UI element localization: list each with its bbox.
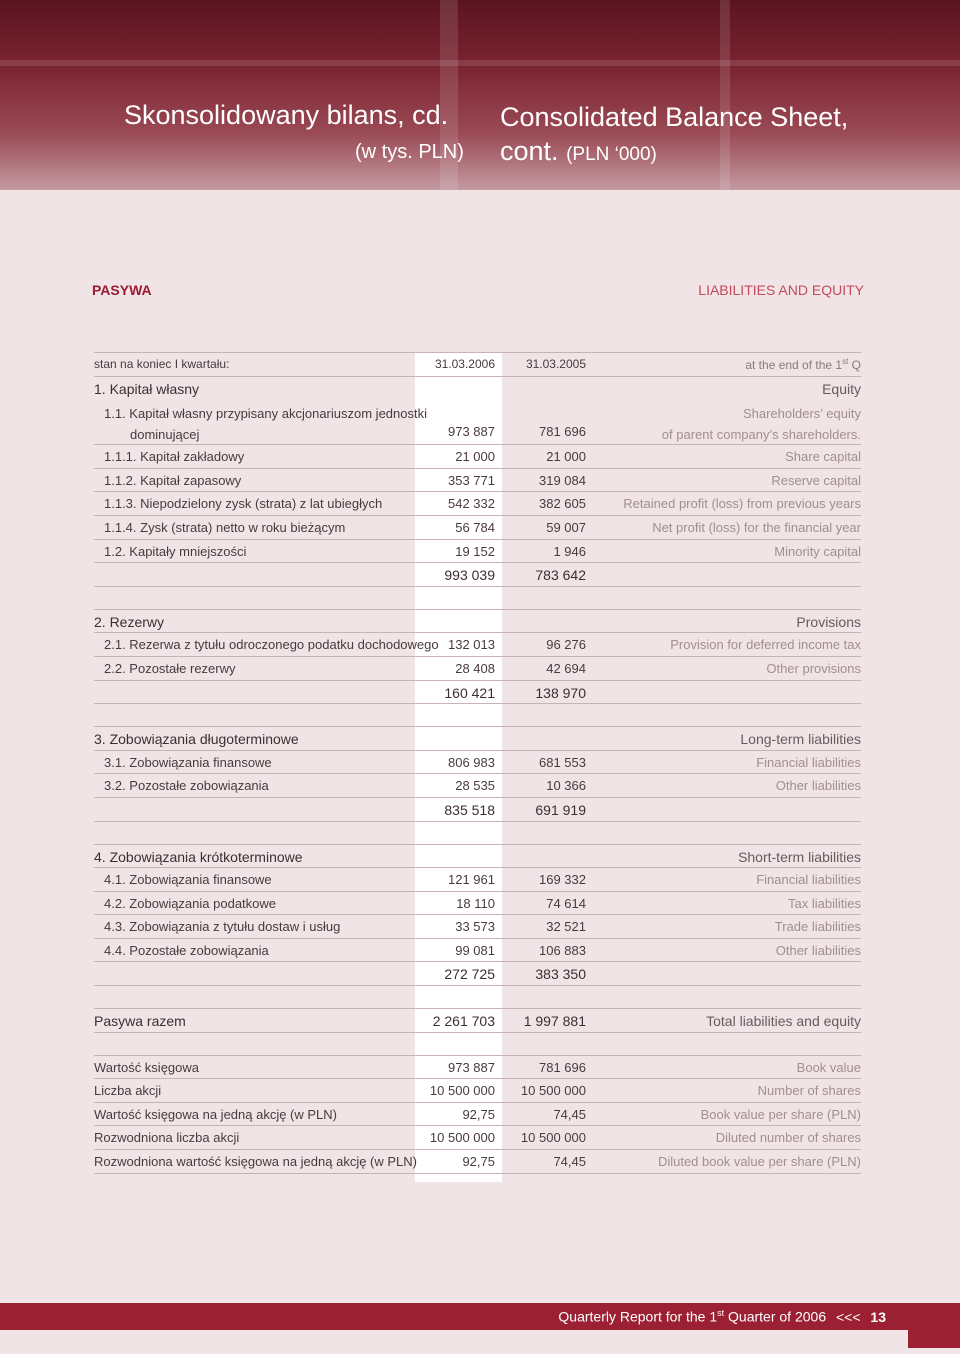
- value-2006: 542 332: [448, 496, 495, 512]
- row-label-pl-line2: dominującej: [130, 427, 200, 443]
- table-row: [94, 539, 861, 563]
- value-2006: 132 013: [448, 637, 495, 653]
- subtotal-2005: 138 970: [535, 684, 586, 701]
- row-label-en: Financial liabilities: [756, 754, 861, 770]
- table-row: [94, 750, 861, 774]
- row-label-pl: 4. Zobowiązania krótkoterminowe: [94, 848, 303, 865]
- header-en-suffix: Q: [848, 358, 861, 372]
- value-2006: 973 887: [448, 1059, 495, 1075]
- value-2005: 1 997 881: [523, 1013, 586, 1030]
- value-2005: 382 605: [539, 496, 586, 512]
- table-row: [94, 891, 861, 915]
- row-label-pl: 2.1. Rezerwa z tytułu odroczonego podatku dochodowego: [104, 637, 439, 653]
- table-row: [94, 376, 861, 400]
- table-row: [94, 867, 861, 891]
- footer-text: [558, 1308, 886, 1325]
- value-2005: 106 883: [539, 942, 586, 958]
- table-row: [94, 1102, 861, 1126]
- table-row: [94, 444, 861, 468]
- value-2006: 33 573: [455, 919, 495, 935]
- value-2006: 121 961: [448, 872, 495, 888]
- subtotal-2005: 691 919: [535, 801, 586, 818]
- row-label-en: Book value per share (PLN): [700, 1106, 861, 1122]
- row-label-pl: 1.1.3. Niepodzielony zysk (strata) z lat ubiegłych: [104, 496, 383, 512]
- subtotal-2005: 783 642: [535, 567, 586, 584]
- table-row: [94, 399, 861, 444]
- row-label-en-line1: Shareholders’ equity: [742, 406, 861, 422]
- value-2005: 319 084: [539, 472, 586, 488]
- value-2006: 18 110: [456, 895, 495, 911]
- header-en-prefix: at the end of the 1: [745, 358, 843, 372]
- footer-text-prefix: Quarterly Report for the 1: [558, 1308, 718, 1325]
- row-label-en: Provision for deferred income tax: [670, 637, 861, 653]
- header-col-2005: 31.03.2005: [525, 357, 586, 371]
- value-2006: 10 500 000: [429, 1083, 495, 1099]
- row-label-en: Share capital: [785, 449, 861, 465]
- subtotal-2006: 272 725: [444, 966, 495, 983]
- value-2006: 21 000: [455, 449, 495, 465]
- subtotal-row: [94, 961, 861, 985]
- section-title-pl: PASYWA: [92, 282, 152, 298]
- value-2006: 92,75: [462, 1154, 495, 1170]
- section-title-en: LIABILITIES AND EQUITY: [698, 282, 864, 298]
- row-spacer: [94, 821, 861, 844]
- value-2006: 353 771: [448, 472, 495, 488]
- header-label-en: [745, 357, 861, 372]
- subtotal-2006: 993 039: [444, 567, 495, 584]
- table-row: [94, 773, 861, 797]
- page-number: 13: [870, 1308, 886, 1325]
- row-label-pl: 4.4. Pozostałe zobowiązania: [104, 942, 269, 958]
- row-label-en: [662, 403, 861, 445]
- row-label-pl: 3.2. Pozostałe zobowiązania: [104, 778, 269, 794]
- row-label-pl: 3.1. Zobowiązania finansowe: [104, 754, 272, 770]
- value-2006: 28 408: [455, 660, 495, 676]
- footer-text-sup: st: [717, 1308, 725, 1318]
- row-label-en-line2: of parent company’s shareholders.: [661, 427, 861, 443]
- table-row: [94, 1125, 861, 1149]
- row-label-pl: Pasywa razem: [94, 1013, 186, 1030]
- value-2005: 10 500 000: [520, 1083, 586, 1099]
- subtotal-2006: 160 421: [444, 684, 495, 701]
- header-col-2006: 31.03.2006: [434, 357, 495, 371]
- value-2005: 21 000: [546, 449, 586, 465]
- row-label-pl: 4.3. Zobowiązania z tytułu dostaw i usług: [104, 919, 341, 935]
- value-2005: 10 500 000: [520, 1130, 586, 1146]
- row-label-pl: Wartość księgowa: [94, 1059, 199, 1075]
- row-label-pl: Wartość księgowa na jedną akcję (w PLN): [94, 1106, 338, 1122]
- value-2005: 781 696: [539, 424, 586, 440]
- value-2006: 19 152: [455, 543, 495, 559]
- table-row: [94, 656, 861, 680]
- table-row: [94, 491, 861, 515]
- table-row: [94, 726, 861, 750]
- footer-tab: [908, 1303, 960, 1348]
- row-label-en: Diluted book value per share (PLN): [657, 1154, 861, 1170]
- row-label-en: Long-term liabilities: [740, 731, 861, 748]
- page-title-en: [500, 100, 900, 172]
- row-label-pl: 1.1.1. Kapitał zakładowy: [104, 449, 245, 465]
- table-row: [94, 515, 861, 539]
- row-label-en: Equity: [822, 380, 861, 397]
- row-label-en: Other liabilities: [775, 778, 861, 794]
- row-label-en: Minority capital: [774, 543, 861, 559]
- row-spacer: [94, 985, 861, 1008]
- row-label-en: Number of shares: [757, 1083, 861, 1099]
- row-label-pl: 2.2. Pozostałe rezerwy: [104, 660, 236, 676]
- unit-label-pl: (w tys. PLN): [355, 141, 464, 163]
- value-2005: 781 696: [539, 1059, 586, 1075]
- row-label-pl: 1.1.4. Zysk (strata) netto w roku bieżącym: [104, 519, 346, 535]
- header-label-pl: stan na koniec I kwartału:: [94, 357, 230, 371]
- value-2006: 973 887: [448, 424, 495, 440]
- subtotal-row: [94, 562, 861, 586]
- value-2005: 32 521: [546, 919, 586, 935]
- row-label-en: Book value: [796, 1059, 861, 1075]
- value-2005: 10 366: [546, 778, 586, 794]
- row-label-pl: 1. Kapitał własny: [94, 380, 200, 397]
- footer-bar: [0, 1303, 908, 1330]
- value-2005: 1 946: [553, 543, 586, 559]
- table-row: [94, 938, 861, 962]
- row-label-en: Tax liabilities: [788, 895, 861, 911]
- value-2006: 28 535: [455, 778, 495, 794]
- footer-text-suffix: Quarter of 2006: [724, 1308, 827, 1325]
- table-row: [94, 844, 861, 868]
- row-label-en: Retained profit (loss) from previous years: [623, 496, 861, 512]
- row-label-pl: Liczba akcji: [94, 1083, 162, 1099]
- row-label-pl: 1.1.2. Kapitał zapasowy: [104, 472, 242, 488]
- row-label-pl: 1.2. Kapitały mniejszości: [104, 543, 247, 559]
- grand-total-row: [94, 1008, 861, 1032]
- table-row: [94, 632, 861, 656]
- subtotal-2005: 383 350: [535, 966, 586, 983]
- row-label-en: Short-term liabilities: [738, 848, 861, 865]
- value-2006: 2 261 703: [432, 1013, 495, 1030]
- value-2006: 806 983: [448, 754, 495, 770]
- balance-sheet-table: [94, 352, 861, 1174]
- value-2005: 681 553: [539, 754, 586, 770]
- row-label-en: Trade liabilities: [774, 919, 861, 935]
- value-2005: 59 007: [546, 519, 586, 535]
- table-row: [94, 609, 861, 633]
- table-header: [94, 352, 861, 376]
- row-spacer: [94, 703, 861, 726]
- value-2005: 96 276: [546, 637, 586, 653]
- table-row: [94, 1055, 861, 1079]
- value-2005: 42 694: [546, 660, 586, 676]
- row-label-pl-line1: 1.1. Kapitał własny przypisany akcjonariuszom jednostki: [104, 406, 427, 422]
- row-label-pl: Rozwodniona wartość księgowa na jedną akcję (w PLN): [94, 1154, 417, 1170]
- value-2006: 99 081: [455, 942, 495, 958]
- row-label-pl: 4.2. Zobowiązania podatkowe: [104, 895, 277, 911]
- row-label-en: Other provisions: [766, 660, 861, 676]
- subtotal-2006: 835 518: [444, 801, 495, 818]
- footer-arrows: <<<: [836, 1308, 861, 1325]
- row-label-en: Reserve capital: [771, 472, 861, 488]
- table-row: [94, 1149, 861, 1174]
- subtotal-row: [94, 797, 861, 821]
- row-label-en: Diluted number of shares: [715, 1130, 861, 1146]
- row-label-en: Financial liabilities: [756, 872, 861, 888]
- row-label-pl: Rozwodniona liczba akcji: [94, 1130, 240, 1146]
- table-row: [94, 914, 861, 938]
- row-label-en: Total liabilities and equity: [706, 1013, 861, 1030]
- value-2005: 74 614: [546, 895, 586, 911]
- row-label-en: Other liabilities: [775, 942, 861, 958]
- header-decoration: [0, 60, 960, 66]
- row-spacer: [94, 1032, 861, 1055]
- row-label-pl: 4.1. Zobowiązania finansowe: [104, 872, 272, 888]
- table-row: [94, 468, 861, 492]
- header-en-sup: st: [842, 357, 849, 366]
- row-label-pl: [94, 403, 444, 445]
- header-banner: [0, 0, 960, 190]
- row-label-en: Provisions: [796, 613, 861, 630]
- row-spacer: [94, 586, 861, 609]
- value-2006: 92,75: [462, 1106, 495, 1122]
- unit-label-en: (PLN ‘000): [566, 144, 657, 165]
- value-2005: 74,45: [553, 1106, 586, 1122]
- page-title-en-text: Consolidated Balance Sheet, cont.: [500, 102, 849, 166]
- page-title-pl: Skonsolidowany bilans, cd.: [124, 100, 449, 130]
- value-2005: 169 332: [539, 872, 586, 888]
- row-label-pl: 2. Rezerwy: [94, 613, 165, 630]
- row-label-en: Net profit (loss) for the financial year: [652, 519, 861, 535]
- value-2006: 56 784: [455, 519, 495, 535]
- value-2005: 74,45: [553, 1154, 586, 1170]
- subtotal-row: [94, 680, 861, 704]
- table-row: [94, 1078, 861, 1102]
- value-2006: 10 500 000: [429, 1130, 495, 1146]
- row-label-pl: 3. Zobowiązania długoterminowe: [94, 731, 299, 748]
